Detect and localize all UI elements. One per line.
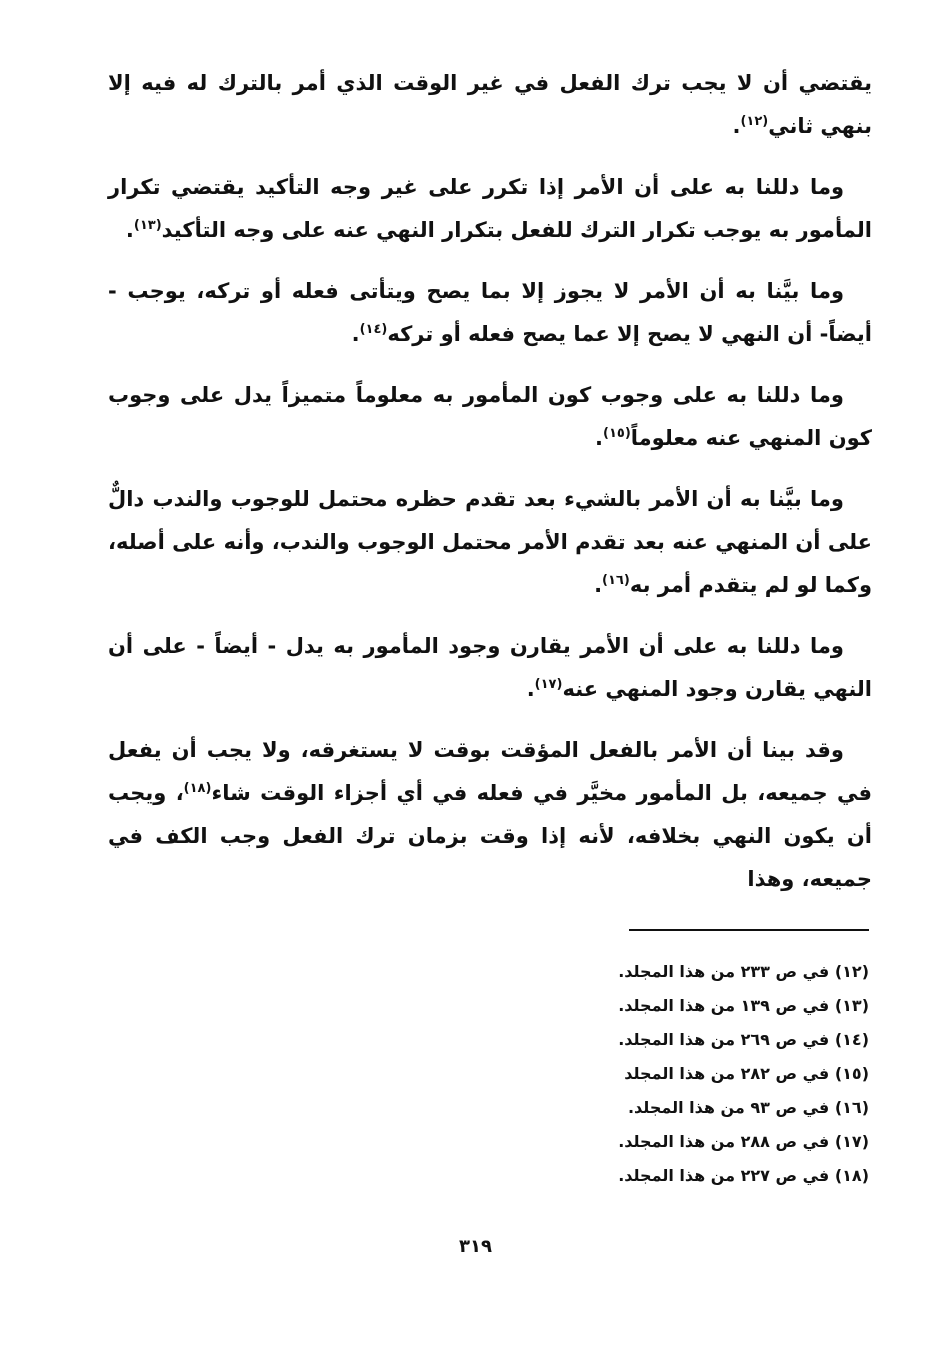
footnote-reference: (١٣) xyxy=(133,218,162,233)
paragraph-tail: . xyxy=(595,426,603,450)
paragraph-text: وما بيَّنا به أن الأمر بالشيء بعد تقدم حظره محتمل للوجوب والندب دالٌّ على أن المنهي عنه بعد تقدم الأمر محتمل الوجوب والندب، وأنه على أصله، وكما لو لم يتقدم أمر به xyxy=(108,487,872,597)
footnote-reference: (١٤) xyxy=(359,322,388,337)
footnote-reference: (١٧) xyxy=(534,677,563,692)
footnote-separator xyxy=(629,929,869,931)
footnote-16: (١٦) في ص ٩٣ من هذا المجلد. xyxy=(627,1098,869,1117)
paragraph-1 xyxy=(108,62,872,148)
footnote-reference: (١٨) xyxy=(183,781,212,796)
paragraph-text: يقتضي أن لا يجب ترك الفعل في غير الوقت الذي أمر بالترك له فيه إلا بنهي ثاني xyxy=(108,71,872,138)
paragraph-tail: ، ويجب أن يكون النهي بخلافه، لأنه إذا وقت بزمان ترك الفعل وجب الكف في جميعه، وهذا xyxy=(108,781,872,891)
footnote-17: (١٧) في ص ٢٨٨ من هذا المجلد. xyxy=(618,1132,869,1151)
paragraph-text: وقد بينا أن الأمر بالفعل المؤقت بوقت لا يستغرقه، ولا يجب أن يفعل في جميعه، بل المأمور مخيَّر في فعله في أي أجزاء الوقت شاء xyxy=(108,738,872,805)
footnotes-list xyxy=(369,955,869,1193)
footnote-reference: (١٥) xyxy=(603,426,631,441)
paragraph-2 xyxy=(108,166,872,252)
footnote-12: (١٢) في ص ٢٣٣ من هذا المجلد. xyxy=(618,962,869,981)
paragraph-text: وما دللنا به على وجوب كون المأمور به معلوماً متميزاً يدل على وجوب كون المنهي عنه معلوماً xyxy=(108,383,872,450)
footnote-13: (١٣) في ص ١٣٩ من هذا المجلد. xyxy=(618,996,869,1015)
footnote-15: (١٥) في ص ٢٨٢ من هذا المجلد xyxy=(624,1064,869,1083)
paragraph-text: وما بيَّنا به أن الأمر لا يجوز إلا بما يصح ويتأتى فعله أو تركه، يوجب - أيضاً- أن النهي لا يصح إلا عما يصح فعله أو تركه xyxy=(108,279,872,346)
footnote-14: (١٤) في ص ٢٦٩ من هذا المجلد. xyxy=(618,1030,869,1049)
paragraph-7 xyxy=(108,729,872,901)
paragraph-text: وما دللنا به على أن الأمر إذا تكرر على غير وجه التأكيد يقتضي تكرار المأمور به يوجب تكرار الترك للفعل بتكرار النهي عنه على وجه التأكيد xyxy=(108,175,872,242)
paragraph-tail: . xyxy=(526,677,535,701)
paragraph-tail: . xyxy=(125,218,134,242)
paragraph-5 xyxy=(108,478,872,607)
footnote-18: (١٨) في ص ٢٢٧ من هذا المجلد. xyxy=(618,1166,869,1185)
paragraph-6 xyxy=(108,625,872,711)
page-number: ٣١٩ xyxy=(459,1236,492,1257)
main-text xyxy=(108,62,872,919)
footnote-reference: (١٦) xyxy=(602,573,630,588)
paragraph-tail: . xyxy=(594,573,603,597)
paragraph-tail: . xyxy=(351,322,360,346)
paragraph-4 xyxy=(108,374,872,460)
paragraph-tail: . xyxy=(732,114,741,138)
paragraph-3 xyxy=(108,270,872,356)
paragraph-text: وما دللنا به على أن الأمر يقارن وجود المأمور به يدل - أيضاً - على أن النهي يقارن وجود المنهي عنه xyxy=(108,634,872,701)
footnote-reference: (١٢) xyxy=(740,114,769,129)
